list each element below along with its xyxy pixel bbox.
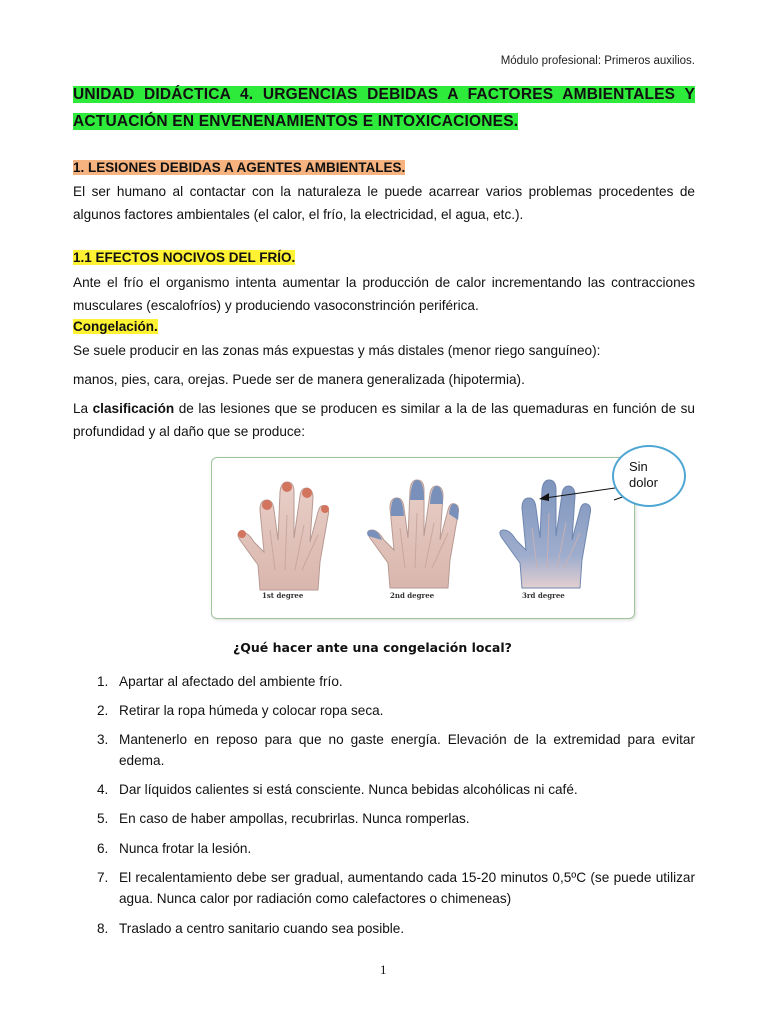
clasificacion-post: de las lesiones que se producen es similar a la de las quemaduras en función de su profundidad y al daño que se produce: [73,401,695,439]
section-heading-1-1 [73,250,295,265]
step-number: 5. [97,811,109,826]
clasificacion-bold: clasificación [92,401,175,416]
clasificacion-paragraph [73,398,695,443]
step-number: 2. [97,703,109,718]
module-header: Módulo profesional: Primeros auxilios. [500,55,695,67]
step-text: El recalentamiento debe ser gradual, aumentando cada 15-20 minutos 0,5ºC (se puede utilizar agua. Nunca calor por radiación como calefactores o chimeneas) [119,870,695,906]
step-number: 6. [97,841,109,856]
congelacion-line-2: manos, pies, cara, orejas. Puede ser de manera generalizada (hipotermia). [73,372,525,387]
callout-line-2: dolor [629,475,658,490]
step-text: En caso de haber ampollas, recubrirlas. Nunca romperlas. [119,811,470,826]
label-3rd-degree: 3rd degree [522,591,565,600]
congelacion-heading-text: Congelación. [73,319,158,334]
step-number: 8. [97,921,109,936]
section-1-paragraph: El ser humano al contactar con la naturaleza le puede acarrear varios problemas procedentes de algunos factores ambientales (el calor, el frío, la electricidad, el agua, etc.). [73,184,695,222]
step-text: Apartar al afectado del ambiente frío. [119,674,343,689]
congelacion-line-1: Se suele producir en las zonas más expuestas y más distales (menor riego sanguíneo): [73,343,601,358]
page-number: 1 [380,962,387,977]
step-text: Dar líquidos calientes si está consciente. Nunca bebidas alcohólicas ni café. [119,782,578,797]
hand-2nd-degree [367,480,458,588]
label-1st-degree: 1st degree [262,591,304,600]
arrow-head-icon [539,493,549,501]
step-text: Retirar la ropa húmeda y colocar ropa seca. [119,703,384,718]
callout-line-1: Sin [629,459,648,474]
section-heading-1-1-text: 1.1 EFECTOS NOCIVOS DEL FRÍO. [73,250,296,265]
hand-1st-degree [238,482,329,590]
step-text: Nunca frotar la lesión. [119,841,252,856]
section-heading-1 [73,160,405,175]
step-number: 4. [97,782,109,797]
unit-title [73,82,695,135]
step-number: 7. [97,870,109,885]
clasificacion-pre: La [73,401,93,416]
step-text: Traslado a centro sanitario cuando sea posible. [119,921,405,936]
section-1-1-paragraph: Ante el frío el organismo intenta aumentar la producción de calor incrementando las contracciones musculares (escalofríos) y produciendo vasoconstrinción periférica. [73,275,695,313]
unit-title-text: UNIDAD DIDÁCTICA 4. URGENCIAS DEBIDAS A FACTORES AMBIENTALES Y ACTUACIÓN EN ENVENENAMIENTOS E INTOXICACIONES. [73,86,695,130]
step-text: Mantenerlo en reposo para que no gaste energía. Elevación de la extremidad para evitar edema. [119,732,695,768]
sin-dolor-callout [612,445,686,507]
section-heading-1-text: 1. LESIONES DEBIDAS A AGENTES AMBIENTALES. [73,160,406,175]
question-heading: ¿Qué hacer ante una congelación local? [233,640,512,655]
step-number: 3. [97,732,109,747]
congelacion-heading [73,319,158,334]
label-2nd-degree: 2nd degree [390,591,435,600]
step-number: 1. [97,674,109,689]
